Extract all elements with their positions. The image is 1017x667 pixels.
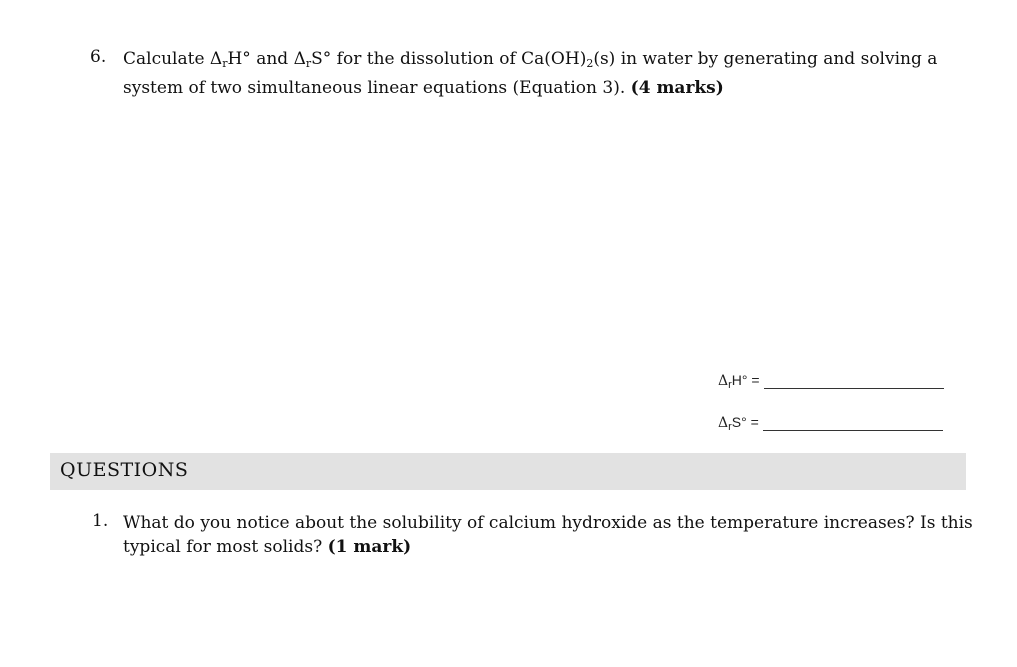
enthalpy-answer-row	[718, 372, 944, 391]
subscript-2: 2	[586, 57, 594, 70]
subscript-r: r	[728, 421, 732, 433]
enthalpy-answer-blank[interactable]	[764, 374, 944, 389]
questions-section-header	[50, 453, 966, 490]
delta-symbol: Δ	[718, 415, 729, 431]
question-1-number: 1.	[92, 511, 109, 531]
subscript-r: r	[222, 57, 228, 70]
question-6-text-part4: (s) in water by generating and solving a system of two simultaneous linear equations (Equation 3).	[123, 49, 938, 98]
entropy-label-text: S° =	[731, 414, 759, 430]
question-1-marks: (1 mark)	[327, 537, 412, 557]
delta-symbol: Δ	[718, 373, 729, 389]
subscript-r: r	[728, 379, 732, 391]
entropy-label	[718, 414, 759, 433]
enthalpy-label	[718, 372, 760, 391]
question-6-marks: (4 marks)	[630, 78, 724, 98]
question-1-body: What do you notice about the solubility of calcium hydroxide as the temperature increases? Is this typical for most solids?	[123, 513, 973, 557]
question-6-text	[123, 47, 973, 100]
question-6-text-part2: H° and Δ	[227, 49, 306, 69]
questions-section-title: QUESTIONS	[60, 459, 189, 481]
question-6-text-part3: S° for the dissolution of Ca(OH)	[311, 49, 587, 69]
question-6-text-part1: Calculate Δ	[123, 49, 223, 69]
question-6-number: 6.	[90, 47, 107, 67]
entropy-answer-blank[interactable]	[763, 416, 943, 431]
question-1-text	[123, 511, 983, 559]
entropy-answer-row	[718, 414, 943, 433]
enthalpy-label-text: H° =	[731, 372, 760, 388]
subscript-r: r	[305, 57, 312, 70]
